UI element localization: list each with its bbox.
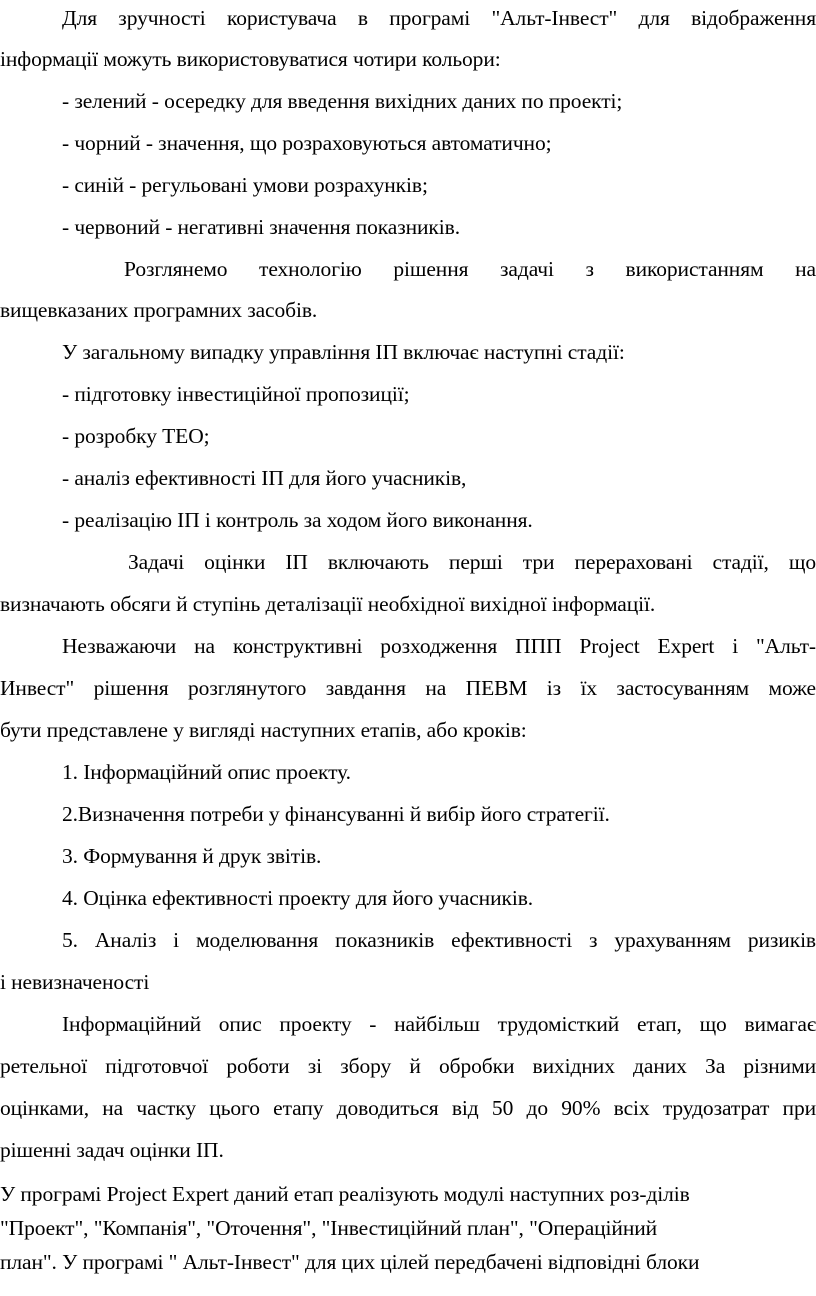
text-line: Розглянемо технологію рішення задачі з використанням на <box>124 257 816 281</box>
text-line: план". У програмі " Альт-Інвест" для цих цілей передбачені відповідні блоки <box>0 1250 700 1274</box>
text-line: Для зручності користувача в програмі "Альт-Інвест" для відображення <box>62 6 816 30</box>
list-item: - розробку ТЕО; <box>62 424 210 448</box>
text-line: У програмі Project Expert даний етап реалізують модулі наступних роз-ділів <box>0 1182 690 1206</box>
numbered-item: 4. Оцінка ефективності проекту для його учасників. <box>62 886 534 910</box>
text-line: ретельної підготовчої роботи зі збору й обробки вихідних даних За різними <box>0 1054 816 1078</box>
list-item: - реалізацію ІП і контроль за ходом його виконання. <box>62 508 533 532</box>
list-item: - чорний - значення, що розраховуються автоматично; <box>62 131 552 155</box>
numbered-item: 2.Визначення потреби у фінансуванні й вибір його стратегії. <box>62 802 610 826</box>
text-line: оцінками, на частку цього етапу доводиться від 50 до 90% всіх трудозатрат при <box>0 1096 816 1120</box>
text-line: визначають обсяги й ступінь деталізації необхідної вихідної інформації. <box>0 592 656 616</box>
numbered-item: 3. Формування й друк звітів. <box>62 844 322 868</box>
numbered-item: 1. Інформаційний опис проекту. <box>62 760 351 784</box>
list-item: - підготовку інвестиційної пропозиції; <box>62 382 410 406</box>
text-line: вищевказаних програмних засобів. <box>0 298 318 322</box>
text-line: бути представлене у вигляді наступних етапів, або кроків: <box>0 718 527 742</box>
numbered-item: 5. Аналіз і моделювання показників ефективності з урахуванням ризиків <box>62 928 816 952</box>
text-line: Инвест" рішення розглянутого завдання на ПЕВМ із їх застосуванням може <box>0 676 816 700</box>
text-line: Задачі оцінки ІП включають перші три перераховані стадії, що <box>128 550 816 574</box>
text-line: інформації можуть використовуватися чотири кольори: <box>0 47 501 71</box>
text-line: і невизначеності <box>0 970 150 994</box>
text-line: Інформаційний опис проекту - найбільш трудомісткий етап, що вимагає <box>62 1012 816 1036</box>
list-item: - аналіз ефективності ІП для його учасників, <box>62 466 467 490</box>
text-line: рішенні задач оцінки ІП. <box>0 1138 224 1162</box>
text-line: "Проект", "Компанія", "Оточення", "Інвестиційний план", "Операційний <box>0 1216 658 1240</box>
text-line: У загальному випадку управління ІП включає наступні стадії: <box>62 340 625 364</box>
text-line: Незважаючи на конструктивні розходження ППП Project Expert і "Альт- <box>62 634 816 658</box>
list-item: - червоний - негативні значення показників. <box>62 215 460 239</box>
list-item: - синій - регульовані умови розрахунків; <box>62 173 428 197</box>
list-item: - зелений - осередку для введення вихідних даних по проекті; <box>62 89 623 113</box>
